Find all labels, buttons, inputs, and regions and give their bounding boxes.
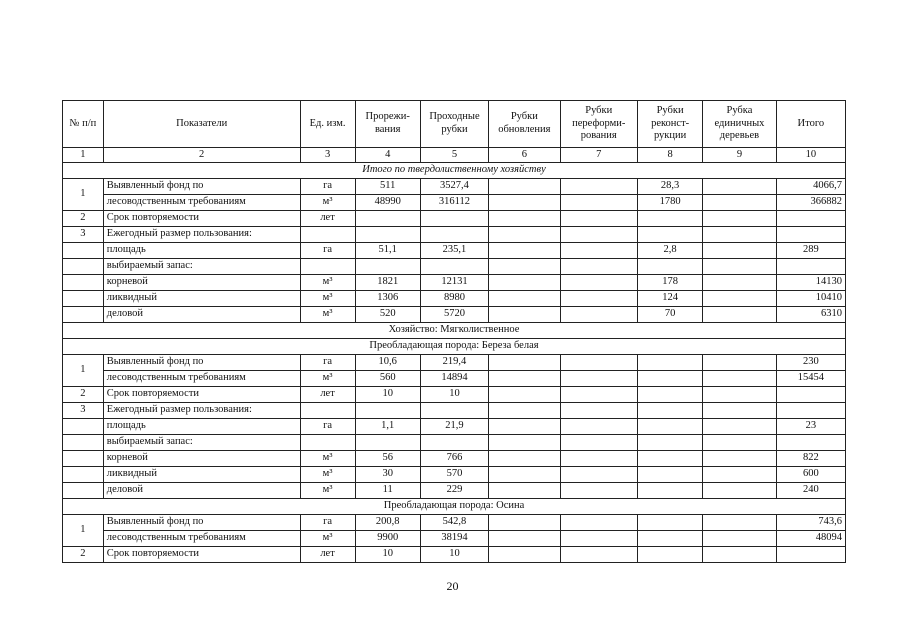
value-cell: [776, 547, 845, 563]
table-row: [63, 403, 846, 419]
value-cell: [489, 515, 560, 531]
row-number: 1: [63, 179, 104, 211]
page-number: 20: [446, 579, 459, 593]
value-cell: 6310: [776, 307, 845, 323]
value-cell: [560, 387, 637, 403]
value-cell: 1306: [355, 291, 420, 307]
value-cell: [355, 227, 420, 243]
value-cell: 822: [776, 451, 845, 467]
value-cell: [355, 435, 420, 451]
value-cell: [703, 179, 776, 195]
value-cell: [776, 211, 845, 227]
value-cell: [703, 451, 776, 467]
value-cell: 15454: [776, 371, 845, 387]
value-cell: 10: [420, 387, 488, 403]
value-cell: [637, 547, 702, 563]
value-cell: 23: [776, 419, 845, 435]
value-cell: [703, 403, 776, 419]
value-cell: 542,8: [420, 515, 488, 531]
row-number: 1: [63, 355, 104, 387]
value-cell: [489, 387, 560, 403]
row-number: 3: [63, 227, 104, 243]
value-cell: [637, 403, 702, 419]
row-label: лесоводственным требованиям: [103, 195, 300, 211]
value-cell: [703, 307, 776, 323]
value-cell: [703, 275, 776, 291]
value-cell: [489, 403, 560, 419]
column-number-row: [63, 148, 846, 163]
value-cell: 316112: [420, 195, 488, 211]
col-number: 4: [355, 148, 420, 163]
value-cell: [355, 403, 420, 419]
value-cell: [637, 435, 702, 451]
col-header-passage: Проходные рубки: [420, 101, 488, 148]
unit-cell: га: [300, 179, 355, 195]
col-header-single-trees: Рубка единичных деревьев: [703, 101, 776, 148]
row-label: выбираемый запас:: [103, 435, 300, 451]
row-number: 1: [63, 515, 104, 547]
value-cell: [560, 291, 637, 307]
value-cell: [560, 371, 637, 387]
value-cell: 38194: [420, 531, 488, 547]
table-row: [63, 387, 846, 403]
value-cell: [489, 211, 560, 227]
value-cell: [703, 531, 776, 547]
unit-cell: га: [300, 515, 355, 531]
value-cell: 229: [420, 483, 488, 499]
value-cell: [703, 483, 776, 499]
value-cell: 289: [776, 243, 845, 259]
row-label: площадь: [103, 419, 300, 435]
value-cell: 511: [355, 179, 420, 195]
row-label: корневой: [103, 451, 300, 467]
section-title-row: [63, 323, 846, 339]
unit-cell: га: [300, 243, 355, 259]
value-cell: [703, 291, 776, 307]
value-cell: [489, 467, 560, 483]
value-cell: [560, 419, 637, 435]
value-cell: 14894: [420, 371, 488, 387]
value-cell: [637, 467, 702, 483]
value-cell: [489, 531, 560, 547]
value-cell: [776, 435, 845, 451]
row-label: Выявленный фонд по: [103, 179, 300, 195]
value-cell: [489, 275, 560, 291]
table-row: [63, 179, 846, 195]
value-cell: 10,6: [355, 355, 420, 371]
unit-cell: м³: [300, 275, 355, 291]
value-cell: 5720: [420, 307, 488, 323]
value-cell: [489, 451, 560, 467]
unit-cell: га: [300, 355, 355, 371]
table-row: [63, 515, 846, 531]
col-number: 10: [776, 148, 845, 163]
value-cell: 1,1: [355, 419, 420, 435]
value-cell: [560, 451, 637, 467]
value-cell: [420, 435, 488, 451]
row-label: ликвидный: [103, 467, 300, 483]
value-cell: 520: [355, 307, 420, 323]
value-cell: 10: [355, 387, 420, 403]
value-cell: [489, 307, 560, 323]
row-label: деловой: [103, 483, 300, 499]
row-number: 2: [63, 387, 104, 403]
value-cell: 70: [637, 307, 702, 323]
value-cell: [489, 355, 560, 371]
value-cell: 10: [420, 547, 488, 563]
value-cell: 11: [355, 483, 420, 499]
value-cell: 2,8: [637, 243, 702, 259]
value-cell: [703, 195, 776, 211]
row-number: [63, 483, 104, 499]
value-cell: 4066,7: [776, 179, 845, 195]
value-cell: [703, 387, 776, 403]
value-cell: [776, 227, 845, 243]
unit-cell: лет: [300, 211, 355, 227]
row-number: [63, 291, 104, 307]
value-cell: [637, 531, 702, 547]
row-label: площадь: [103, 243, 300, 259]
unit-cell: лет: [300, 387, 355, 403]
value-cell: [489, 483, 560, 499]
col-number: 3: [300, 148, 355, 163]
value-cell: 366882: [776, 195, 845, 211]
col-header-total: Итого: [776, 101, 845, 148]
value-cell: [489, 259, 560, 275]
value-cell: [560, 211, 637, 227]
col-number: 5: [420, 148, 488, 163]
value-cell: [560, 243, 637, 259]
table-row: [63, 259, 846, 275]
value-cell: [489, 371, 560, 387]
value-cell: [560, 435, 637, 451]
value-cell: [703, 259, 776, 275]
value-cell: 124: [637, 291, 702, 307]
value-cell: 48094: [776, 531, 845, 547]
value-cell: 48990: [355, 195, 420, 211]
unit-cell: га: [300, 419, 355, 435]
value-cell: 200,8: [355, 515, 420, 531]
value-cell: [703, 227, 776, 243]
col-header-num: № п/п: [63, 101, 104, 148]
value-cell: [637, 451, 702, 467]
value-cell: 21,9: [420, 419, 488, 435]
value-cell: [703, 435, 776, 451]
value-cell: 219,4: [420, 355, 488, 371]
table-row: [63, 355, 846, 371]
unit-cell: м³: [300, 531, 355, 547]
col-number: 7: [560, 148, 637, 163]
row-label: Срок повторяемости: [103, 387, 300, 403]
row-number: [63, 451, 104, 467]
row-label: Срок повторяемости: [103, 211, 300, 227]
value-cell: [703, 211, 776, 227]
value-cell: [560, 483, 637, 499]
row-label: деловой: [103, 307, 300, 323]
table-row: [63, 195, 846, 211]
value-cell: [637, 355, 702, 371]
row-label: ликвидный: [103, 291, 300, 307]
value-cell: [355, 211, 420, 227]
value-cell: [420, 259, 488, 275]
row-number: [63, 467, 104, 483]
section-subtitle-row: [63, 339, 846, 355]
row-number: [63, 275, 104, 291]
value-cell: [560, 403, 637, 419]
row-label: лесоводственным требованиям: [103, 531, 300, 547]
unit-cell: [300, 435, 355, 451]
value-cell: [560, 531, 637, 547]
value-cell: 51,1: [355, 243, 420, 259]
table-row: [63, 211, 846, 227]
value-cell: [637, 227, 702, 243]
section-title: Хозяйство: Мягколиственное: [63, 323, 846, 339]
table-row: [63, 291, 846, 307]
value-cell: [560, 179, 637, 195]
table-row: [63, 435, 846, 451]
row-label: лесоводственным требованиям: [103, 371, 300, 387]
value-cell: 178: [637, 275, 702, 291]
value-cell: [489, 435, 560, 451]
value-cell: [560, 515, 637, 531]
value-cell: [703, 419, 776, 435]
table-row: [63, 483, 846, 499]
value-cell: [776, 403, 845, 419]
table-row: [63, 467, 846, 483]
value-cell: [489, 179, 560, 195]
value-cell: [637, 371, 702, 387]
value-cell: 570: [420, 467, 488, 483]
unit-cell: [300, 403, 355, 419]
col-number: 9: [703, 148, 776, 163]
value-cell: [703, 371, 776, 387]
value-cell: [637, 483, 702, 499]
value-cell: [560, 307, 637, 323]
value-cell: [560, 195, 637, 211]
value-cell: [560, 275, 637, 291]
table-row: [63, 275, 846, 291]
unit-cell: м³: [300, 195, 355, 211]
value-cell: [637, 211, 702, 227]
table-row: [63, 371, 846, 387]
unit-cell: м³: [300, 467, 355, 483]
table-row: [63, 419, 846, 435]
value-cell: [560, 547, 637, 563]
value-cell: [560, 355, 637, 371]
col-header-thinning: Прорежи-вания: [355, 101, 420, 148]
row-number: [63, 307, 104, 323]
value-cell: [637, 387, 702, 403]
value-cell: [776, 259, 845, 275]
unit-cell: м³: [300, 483, 355, 499]
value-cell: [637, 419, 702, 435]
value-cell: 240: [776, 483, 845, 499]
row-number: 2: [63, 211, 104, 227]
value-cell: [560, 467, 637, 483]
col-header-unit: Ед. изм.: [300, 101, 355, 148]
value-cell: 10: [355, 547, 420, 563]
unit-cell: м³: [300, 451, 355, 467]
value-cell: 8980: [420, 291, 488, 307]
table-row: [63, 531, 846, 547]
value-cell: 230: [776, 355, 845, 371]
value-cell: 9900: [355, 531, 420, 547]
value-cell: [703, 547, 776, 563]
row-label: Ежегодный размер пользования:: [103, 403, 300, 419]
row-label: корневой: [103, 275, 300, 291]
table-row: [63, 227, 846, 243]
table-row: [63, 547, 846, 563]
unit-cell: лет: [300, 547, 355, 563]
row-number: 2: [63, 547, 104, 563]
unit-cell: [300, 227, 355, 243]
row-label: выбираемый запас:: [103, 259, 300, 275]
row-number: [63, 435, 104, 451]
value-cell: [489, 227, 560, 243]
value-cell: 28,3: [637, 179, 702, 195]
value-cell: 3527,4: [420, 179, 488, 195]
row-label: Ежегодный размер пользования:: [103, 227, 300, 243]
value-cell: 10410: [776, 291, 845, 307]
section-title: Итого по твердолиственному хозяйству: [63, 163, 846, 179]
value-cell: [703, 515, 776, 531]
col-number: 6: [489, 148, 560, 163]
value-cell: [703, 355, 776, 371]
row-label: Выявленный фонд по: [103, 515, 300, 531]
value-cell: 1821: [355, 275, 420, 291]
unit-cell: м³: [300, 291, 355, 307]
value-cell: [489, 291, 560, 307]
value-cell: 560: [355, 371, 420, 387]
value-cell: [420, 403, 488, 419]
row-label: Срок повторяемости: [103, 547, 300, 563]
value-cell: [489, 547, 560, 563]
value-cell: [776, 387, 845, 403]
row-label: Выявленный фонд по: [103, 355, 300, 371]
value-cell: [637, 515, 702, 531]
value-cell: [489, 243, 560, 259]
col-number: 2: [103, 148, 300, 163]
value-cell: 766: [420, 451, 488, 467]
col-header-indicators: Показатели: [103, 101, 300, 148]
value-cell: 56: [355, 451, 420, 467]
section-subtitle: Преобладающая порода: Осина: [63, 499, 846, 515]
value-cell: 743,6: [776, 515, 845, 531]
col-header-reformation: Рубки переформи-рования: [560, 101, 637, 148]
value-cell: 600: [776, 467, 845, 483]
value-cell: 235,1: [420, 243, 488, 259]
value-cell: 12131: [420, 275, 488, 291]
table-row: [63, 243, 846, 259]
row-number: [63, 243, 104, 259]
col-header-renewal: Рубки обновления: [489, 101, 560, 148]
unit-cell: м³: [300, 307, 355, 323]
value-cell: [703, 467, 776, 483]
value-cell: [420, 211, 488, 227]
value-cell: [703, 243, 776, 259]
row-number: [63, 419, 104, 435]
col-number: 1: [63, 148, 104, 163]
col-header-reconstruction: Рубки реконст-рукции: [637, 101, 702, 148]
value-cell: [637, 259, 702, 275]
row-number: [63, 259, 104, 275]
value-cell: 14130: [776, 275, 845, 291]
col-number: 8: [637, 148, 702, 163]
table-row: [63, 307, 846, 323]
indicators-table: [62, 100, 846, 563]
row-number: 3: [63, 403, 104, 419]
value-cell: [560, 227, 637, 243]
table-row: [63, 451, 846, 467]
value-cell: [489, 195, 560, 211]
unit-cell: [300, 259, 355, 275]
section-title-row: [63, 163, 846, 179]
section-subtitle-row: [63, 499, 846, 515]
value-cell: [489, 419, 560, 435]
section-subtitle: Преобладающая порода: Береза белая: [63, 339, 846, 355]
value-cell: [560, 259, 637, 275]
value-cell: [420, 227, 488, 243]
unit-cell: м³: [300, 371, 355, 387]
value-cell: 1780: [637, 195, 702, 211]
value-cell: [355, 259, 420, 275]
header-row: [63, 101, 846, 148]
value-cell: 30: [355, 467, 420, 483]
